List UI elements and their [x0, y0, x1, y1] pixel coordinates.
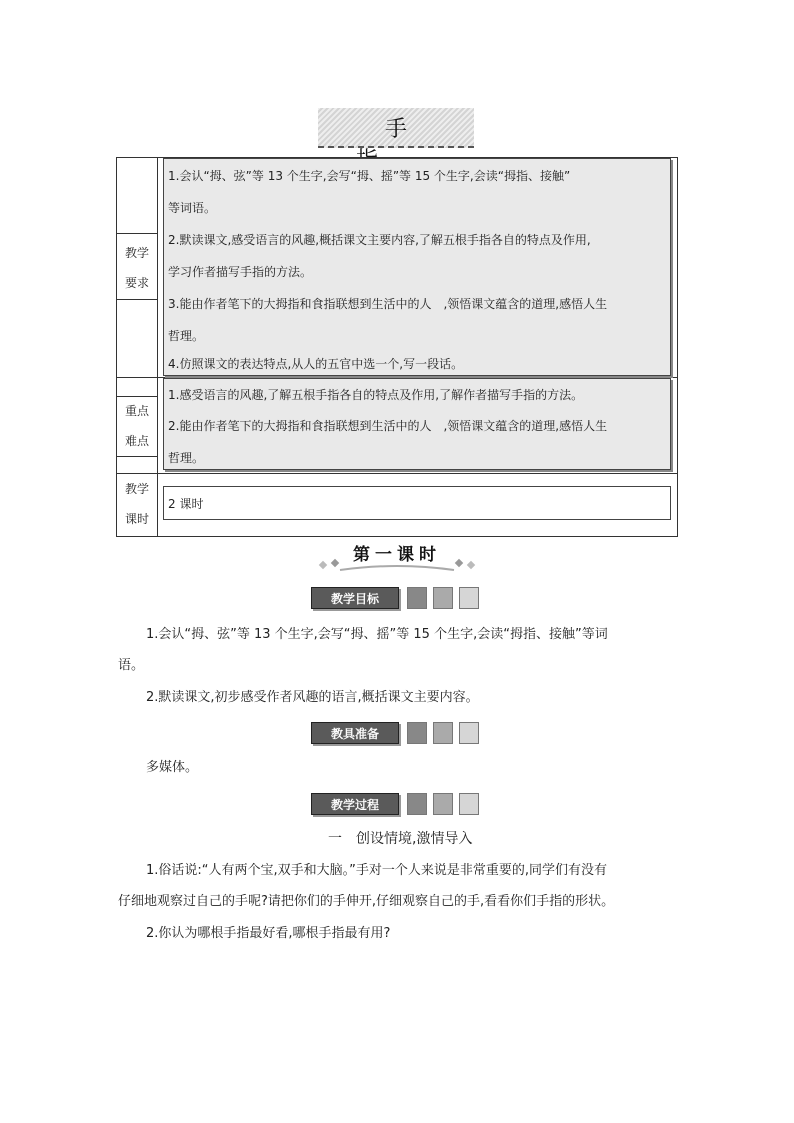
- badge-label: 教具准备: [311, 722, 399, 744]
- badge-label: 教学目标: [311, 587, 399, 609]
- badge-label: 教学过程: [311, 793, 399, 815]
- process-line: 仔细地观察过自己的手呢?请把你们的手伸开,仔细观察自己的手,看看你们手指的形状。: [118, 894, 615, 909]
- column-divider: [157, 158, 158, 536]
- requirements-line: 3.能由作者笔下的大拇指和食指联想到生活中的人 ,领悟课文蕴含的道理,感悟人生: [168, 297, 608, 311]
- row-label-requirements: [117, 238, 157, 298]
- materials-text: 多媒体。: [146, 760, 199, 775]
- requirements-line: 4.仿照课文的表达特点,从人的五官中选一个,写一段话。: [168, 357, 464, 371]
- requirements-line: 2.默读课文,感受语言的风趣,概括课文主要内容,了解五根手指各自的特点及作用,: [168, 233, 591, 247]
- label-line: 要求: [124, 276, 149, 290]
- badge-square: [407, 587, 427, 609]
- page-title: 手: [384, 117, 465, 142]
- row-label-periods: [117, 474, 157, 534]
- row-label-key-points: [117, 396, 157, 456]
- label-line: 教学: [124, 246, 149, 260]
- label-line: 课时: [124, 512, 149, 526]
- badge-square: [433, 587, 453, 609]
- label-line: 难点: [124, 434, 149, 448]
- key-points-box: [163, 378, 671, 470]
- periods-value: 2 课时: [168, 497, 204, 511]
- key-points-line: 2.能由作者笔下的大拇指和食指联想到生活中的人 ,领悟课文蕴含的道理,感悟人生: [168, 419, 608, 433]
- badge-square: [433, 722, 453, 744]
- row-separator: [117, 473, 677, 474]
- badge-square: [407, 793, 427, 815]
- objective-line: 语。: [118, 658, 145, 673]
- key-points-line: 1.感受语言的风趣,了解五根手指各自的特点及作用,了解作者描写手指的方法。: [168, 388, 584, 402]
- process-line: 2.你认为哪根手指最好看,哪根手指最有用?: [146, 926, 391, 941]
- requirements-line: 1.会认“拇、弦”等 13 个生字,会写“拇、摇”等 15 个生字,会读“拇指、接触”: [168, 169, 571, 183]
- badge-square: [459, 722, 479, 744]
- badge-square: [433, 793, 453, 815]
- badge-square: [459, 587, 479, 609]
- lesson-plan-table: [116, 157, 678, 537]
- label-cell-line: [117, 456, 157, 457]
- periods-box: [163, 486, 671, 520]
- requirements-line: 哲理。: [168, 329, 205, 343]
- label-line: 重点: [124, 404, 149, 418]
- requirements-line: 等词语。: [168, 201, 217, 215]
- key-points-line: 哲理。: [168, 451, 205, 465]
- lesson-title: 第一课时: [353, 545, 441, 565]
- badge-square: [459, 793, 479, 815]
- label-line: 教学: [124, 482, 149, 496]
- objective-line: 2.默读课文,初步感受作者风趣的语言,概括课文主要内容。: [146, 690, 479, 705]
- process-line: 1.俗话说:“人有两个宝,双手和大脑。”手对一个人来说是非常重要的,同学们有没有: [146, 863, 608, 878]
- badge-square: [407, 722, 427, 744]
- requirements-box: [163, 158, 671, 376]
- requirements-line: 学习作者描写手指的方法。: [168, 265, 313, 279]
- process-subheading: 一 创设情境,激情导入: [328, 831, 473, 847]
- label-cell-line: [117, 299, 157, 300]
- objective-line: 1.会认“拇、弦”等 13 个生字,会写“拇、摇”等 15 个生字,会读“拇指、接触”等词: [146, 627, 608, 642]
- label-cell-line: [117, 233, 157, 234]
